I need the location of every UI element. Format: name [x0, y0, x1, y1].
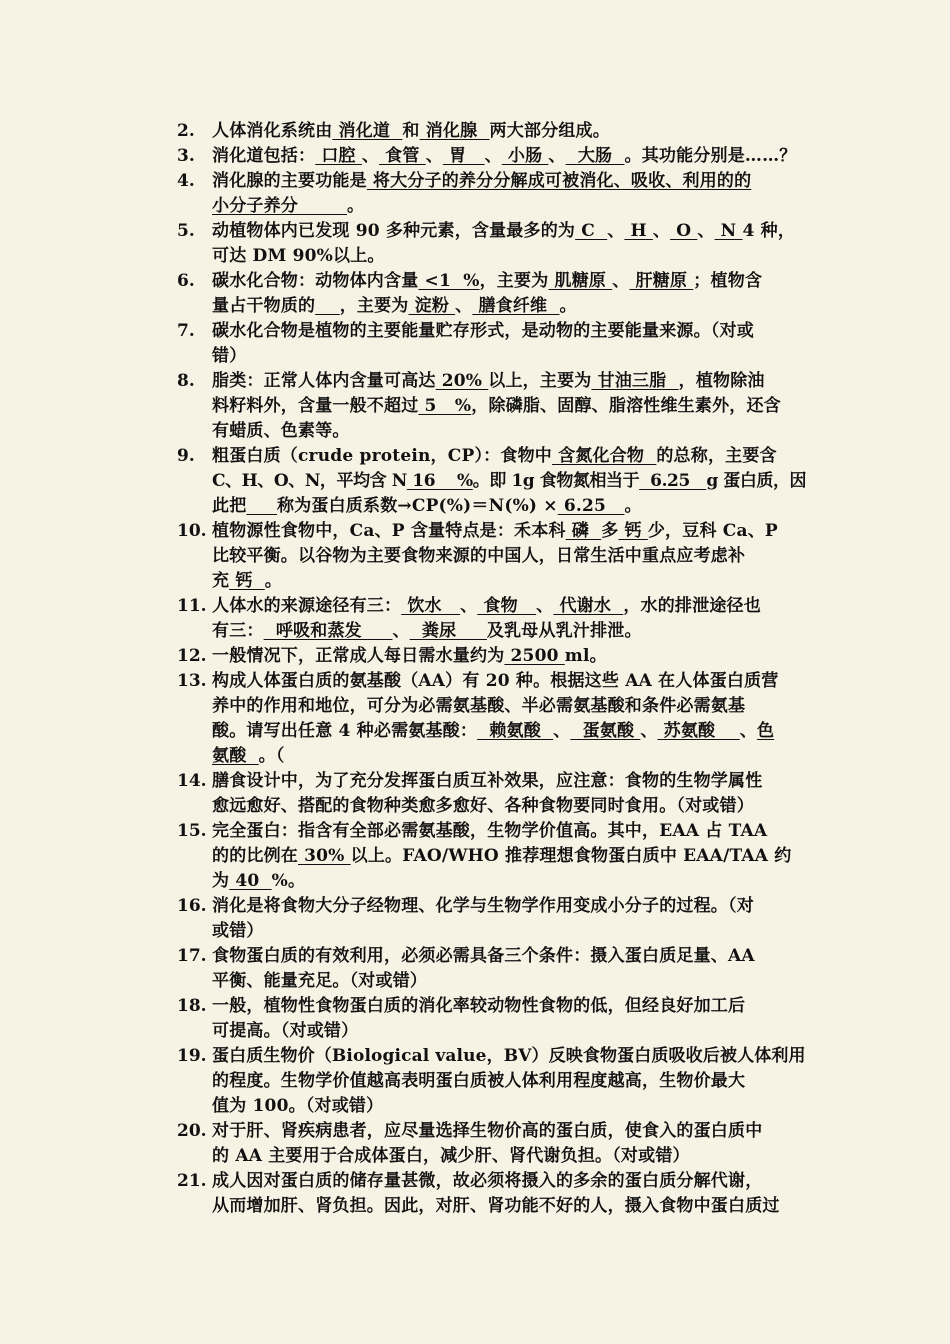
question-item — [0, 894, 950, 944]
question-number: 21. — [177, 1171, 207, 1191]
question-text: C、H、O、N，平均含 N — [212, 471, 407, 491]
question-text: 有三： — [212, 621, 264, 641]
question-line — [212, 1094, 383, 1119]
question-text: 一般情况下，正常成人每日需水量约为 — [212, 646, 505, 666]
question-number: 8. — [177, 371, 195, 391]
question-text: ；植物含 — [693, 271, 763, 291]
question-number: 20. — [177, 1121, 207, 1141]
question-line — [212, 1119, 762, 1144]
question-text: 和 — [402, 121, 420, 141]
question-text: 、 — [536, 596, 554, 616]
question-number: 10. — [177, 521, 207, 541]
question-text: 蛋白质生物价（Biological value，BV）反映食物蛋白质吸收后被人体利用 — [212, 1046, 806, 1066]
question-number: 3. — [177, 146, 195, 166]
answer-blank: 2500 — [504, 646, 565, 666]
question-text: 、 — [607, 221, 625, 241]
question-text: 以上，主要为 — [488, 371, 592, 391]
question-text: ，植物除油 — [678, 371, 765, 391]
question-line — [212, 694, 745, 719]
question-line — [212, 494, 642, 519]
answer-blank: 肝糖原 — [629, 271, 694, 291]
question-item — [0, 944, 950, 994]
question-list — [0, 119, 950, 1219]
question-text: 两大部分组成。 — [489, 121, 610, 141]
question-item — [0, 369, 950, 444]
question-text: 植物源性食物中，Ca、P 含量特点是：禾本科 — [212, 521, 566, 541]
question-text: 有蜡质、色素等。 — [212, 421, 350, 441]
question-text: 、 — [460, 596, 478, 616]
question-line — [212, 869, 305, 894]
question-text: 对于肝、肾疾病患者，应尽量选择生物价高的蛋白质，使食入的蛋白质中 — [212, 1121, 763, 1141]
question-line — [212, 844, 792, 869]
answer-blank: 粪尿 — [409, 621, 487, 641]
question-line — [212, 1144, 690, 1169]
question-text: 、 — [697, 221, 715, 241]
answer-blank: 氨酸 — [212, 746, 259, 766]
question-text: 可达 DM 90%以上。 — [212, 246, 385, 266]
question-item — [0, 219, 950, 269]
question-number: 14. — [177, 771, 207, 791]
answer-blank: 苏氨酸 — [657, 721, 740, 741]
question-text: 错） — [212, 346, 247, 366]
question-text: 、 — [548, 146, 566, 166]
answer-blank — [315, 296, 339, 316]
question-line — [212, 1069, 745, 1094]
question-text: ，水的排泄途径也 — [623, 596, 761, 616]
question-number: 5. — [177, 221, 195, 241]
answer-blank: 磷 — [565, 521, 602, 541]
question-text: 。 — [624, 496, 642, 516]
question-text: 称为蛋白质系数→CP(%)＝N(%) × — [277, 496, 558, 516]
question-text: 、 — [392, 621, 410, 641]
question-text: 、 — [612, 271, 630, 291]
answer-blank: C — [575, 221, 608, 241]
question-text: 完全蛋白：指含有全部必需氨基酸，生物学价值高。其中，EAA 占 TAA — [212, 821, 768, 841]
question-line — [212, 344, 246, 369]
answer-blank: 食物 — [477, 596, 537, 616]
question-item — [0, 769, 950, 819]
question-text: 为 — [212, 871, 230, 891]
question-text: 消化是将食物大分子经物理、化学与生物学作用变成小分子的过程。（对 — [212, 896, 754, 916]
question-text: 酸。请写出任意 4 种必需氨基酸： — [212, 721, 478, 741]
question-line — [212, 569, 282, 594]
question-line — [212, 794, 754, 819]
question-text: 食物蛋白质的有效利用，必须必需具备三个条件：摄入蛋白质足量、AA — [212, 946, 755, 966]
answer-blank: 含氮化合物 — [551, 446, 657, 466]
answer-blank: 代谢水 — [553, 596, 624, 616]
question-text: 碳水化合物是植物的主要能量贮存形式，是动物的主要能量来源。（对或 — [212, 321, 754, 341]
question-number: 9. — [177, 446, 195, 466]
question-number: 4. — [177, 171, 195, 191]
answer-blank: 40 — [229, 871, 272, 891]
question-text: 以上。FAO/WHO 推荐理想食物蛋白质中 EAA/TAA 约 — [350, 846, 792, 866]
question-line — [212, 819, 767, 844]
question-number: 11. — [177, 596, 207, 616]
answer-blank: 淀粉 — [408, 296, 456, 316]
question-item — [0, 994, 950, 1044]
question-text: 一般，植物性食物蛋白质的消化率较动物性食物的低，但经良好加工后 — [212, 996, 746, 1016]
question-line — [212, 1019, 358, 1044]
question-item — [0, 1044, 950, 1119]
answer-blank: 钙 — [618, 521, 648, 541]
answer-blank: 色 — [756, 721, 775, 741]
question-number: 15. — [177, 821, 207, 841]
question-text: ，除磷脂、固醇、脂溶性维生素外，还含 — [471, 396, 781, 416]
question-text: 4 种， — [742, 221, 796, 241]
question-line — [212, 769, 762, 794]
answer-blank: 小肠 — [501, 146, 549, 166]
question-line — [212, 444, 777, 469]
question-line — [212, 619, 642, 644]
question-text: ，主要为 — [479, 271, 549, 291]
question-line — [212, 594, 761, 619]
answer-blank: 钙 — [229, 571, 265, 591]
question-line — [212, 994, 745, 1019]
question-line — [212, 219, 795, 244]
question-item — [0, 819, 950, 894]
question-line — [212, 419, 350, 444]
question-number: 17. — [177, 946, 207, 966]
answer-blank: 小分子养分 — [212, 196, 347, 216]
answer-blank: <1 % — [418, 271, 480, 291]
question-line — [212, 269, 762, 294]
question-text: ml。 — [564, 646, 607, 666]
question-line — [212, 294, 577, 319]
question-line — [212, 319, 754, 344]
question-line — [212, 169, 751, 194]
question-number: 7. — [177, 321, 195, 341]
question-line — [212, 1194, 780, 1219]
question-text: 、 — [425, 146, 443, 166]
question-text: 料籽料外，含量一般不超过 — [212, 396, 419, 416]
question-text: 消化腺的主要功能是 — [212, 171, 367, 191]
question-text: 粗蛋白质（crude protein，CP）：食物中 — [212, 446, 552, 466]
question-line — [212, 669, 779, 694]
question-text: 可提高。（对或错） — [212, 1021, 359, 1041]
question-line — [212, 1169, 762, 1194]
question-line — [212, 544, 745, 569]
question-number: 19. — [177, 1046, 207, 1066]
question-text: g 蛋白质，因 — [706, 471, 807, 491]
answer-blank: 20% — [435, 371, 489, 391]
question-line — [212, 194, 364, 219]
question-item — [0, 269, 950, 319]
question-item — [0, 644, 950, 669]
question-text: 膳食设计中，为了充分发挥蛋白质互补效果，应注意：食物的生物学属性 — [212, 771, 763, 791]
answer-blank: 甘油三脂 — [591, 371, 679, 391]
question-text: ，主要为 — [339, 296, 409, 316]
question-text: 人体消化系统由 — [212, 121, 333, 141]
question-line — [212, 369, 765, 394]
question-number: 16. — [177, 896, 207, 916]
answer-blank: 胃 — [442, 146, 485, 166]
answer-blank: 将大分子的养分分解成可被消化、吸收、利用的的 — [366, 171, 752, 191]
question-item — [0, 444, 950, 519]
question-text: 。 — [264, 571, 282, 591]
question-number: 12. — [177, 646, 207, 666]
question-item — [0, 594, 950, 644]
question-line — [212, 944, 755, 969]
question-text: 。其功能分别是……？ — [624, 146, 797, 166]
answer-blank: 赖氨酸 — [477, 721, 554, 741]
answer-blank: 30% — [298, 846, 351, 866]
question-text: 、 — [652, 221, 671, 241]
question-line — [212, 969, 427, 994]
question-text: 消化道包括： — [212, 146, 316, 166]
question-text: 充 — [212, 571, 230, 591]
answer-blank: 膳食纤维 — [472, 296, 560, 316]
question-text: 、 — [739, 721, 757, 741]
question-text: 、 — [484, 146, 502, 166]
question-item — [0, 669, 950, 769]
question-text: 成人因对蛋白质的储存量甚微，故必须将摄入的多余的蛋白质分解代谢， — [212, 1171, 763, 1191]
question-text: 或错） — [212, 921, 264, 941]
answer-blank: 6.25 — [557, 496, 625, 516]
question-line — [212, 894, 754, 919]
answer-blank — [246, 496, 277, 516]
question-text: 、 — [455, 296, 473, 316]
answer-blank: N — [714, 221, 743, 241]
question-text: 平衡、能量充足。（对或错） — [212, 971, 428, 991]
question-line — [212, 119, 610, 144]
question-text: 愈远愈好、搭配的食物种类愈多愈好、各种食物要同时食用。（对或错） — [212, 796, 754, 816]
question-item — [0, 319, 950, 369]
question-text: 动植物体内已发现 90 多种元素，含量最多的为 — [212, 221, 576, 241]
question-text: 构成人体蛋白质的氨基酸（AA）有 20 种。根据这些 AA 在人体蛋白质营 — [212, 671, 779, 691]
question-text: 的程度。生物学价值越高表明蛋白质被人体利用程度越高，生物价最大 — [212, 1071, 746, 1091]
answer-blank: 肌糖原 — [548, 271, 613, 291]
question-number: 6. — [177, 271, 195, 291]
question-line — [212, 469, 806, 494]
question-item — [0, 1169, 950, 1219]
question-line — [212, 1044, 806, 1069]
answer-blank: 食管 — [379, 146, 426, 166]
question-line — [212, 144, 797, 169]
answer-blank: 6.25 — [639, 471, 707, 491]
question-text: 、 — [361, 146, 380, 166]
answer-blank: 大肠 — [565, 146, 625, 166]
question-item — [0, 169, 950, 219]
question-text: 。（ — [258, 746, 285, 766]
question-text: 少，豆科 Ca、P — [647, 521, 778, 541]
question-number: 2. — [177, 121, 195, 141]
answer-blank: 消化腺 — [419, 121, 490, 141]
question-text: 比较平衡。以谷物为主要食物来源的中国人，日常生活中重点应考虑补 — [212, 546, 746, 566]
answer-blank: 蛋氨酸 — [570, 721, 641, 741]
question-number: 18. — [177, 996, 207, 1016]
answer-blank: 16 % — [406, 471, 473, 491]
answer-blank: 饮水 — [401, 596, 461, 616]
question-text: 。 — [559, 296, 577, 316]
question-text: 、 — [553, 721, 571, 741]
question-text: 值为 100。（对或错） — [212, 1096, 384, 1116]
question-text: 此把 — [212, 496, 247, 516]
question-line — [212, 744, 285, 769]
answer-blank: O — [670, 221, 698, 241]
question-text: 的总称，主要含 — [656, 446, 777, 466]
question-item — [0, 519, 950, 594]
answer-blank: 消化道 — [332, 121, 403, 141]
question-text: 从而增加肝、肾负担。因此，对肝、肾功能不好的人，摄入食物中蛋白质过 — [212, 1196, 780, 1216]
question-line — [212, 394, 781, 419]
question-item — [0, 144, 950, 169]
question-text: 人体水的来源途径有三： — [212, 596, 402, 616]
question-text: %。 — [271, 871, 306, 891]
question-text: 、 — [640, 721, 658, 741]
question-text: 脂类：正常人体内含量可高达 — [212, 371, 436, 391]
question-item — [0, 119, 950, 144]
question-text: 碳水化合物：动物体内含量 — [212, 271, 419, 291]
question-line — [212, 244, 385, 269]
question-line — [212, 919, 264, 944]
question-text: 及乳母从乳汁排泄。 — [486, 621, 642, 641]
question-text: 。 — [346, 196, 365, 216]
question-text: 。即 1g 食物氮相当于 — [472, 471, 640, 491]
question-text: 养中的作用和地位，可分为必需氨基酸、半必需氨基酸和条件必需氨基 — [212, 696, 746, 716]
answer-blank: 5 % — [418, 396, 472, 416]
question-line — [212, 519, 778, 544]
question-text: 的的比例在 — [212, 846, 298, 866]
question-text: 量占干物质的 — [212, 296, 316, 316]
question-item — [0, 1119, 950, 1169]
question-text: 多 — [601, 521, 619, 541]
answer-blank: H — [624, 221, 653, 241]
answer-blank: 口腔 — [315, 146, 362, 166]
question-number: 13. — [177, 671, 207, 691]
question-line — [212, 644, 607, 669]
answer-blank: 呼吸和蒸发 — [263, 621, 393, 641]
question-line — [212, 719, 774, 744]
question-text: 的 AA 主要用于合成体蛋白，减少肝、肾代谢负担。（对或错） — [212, 1146, 690, 1166]
